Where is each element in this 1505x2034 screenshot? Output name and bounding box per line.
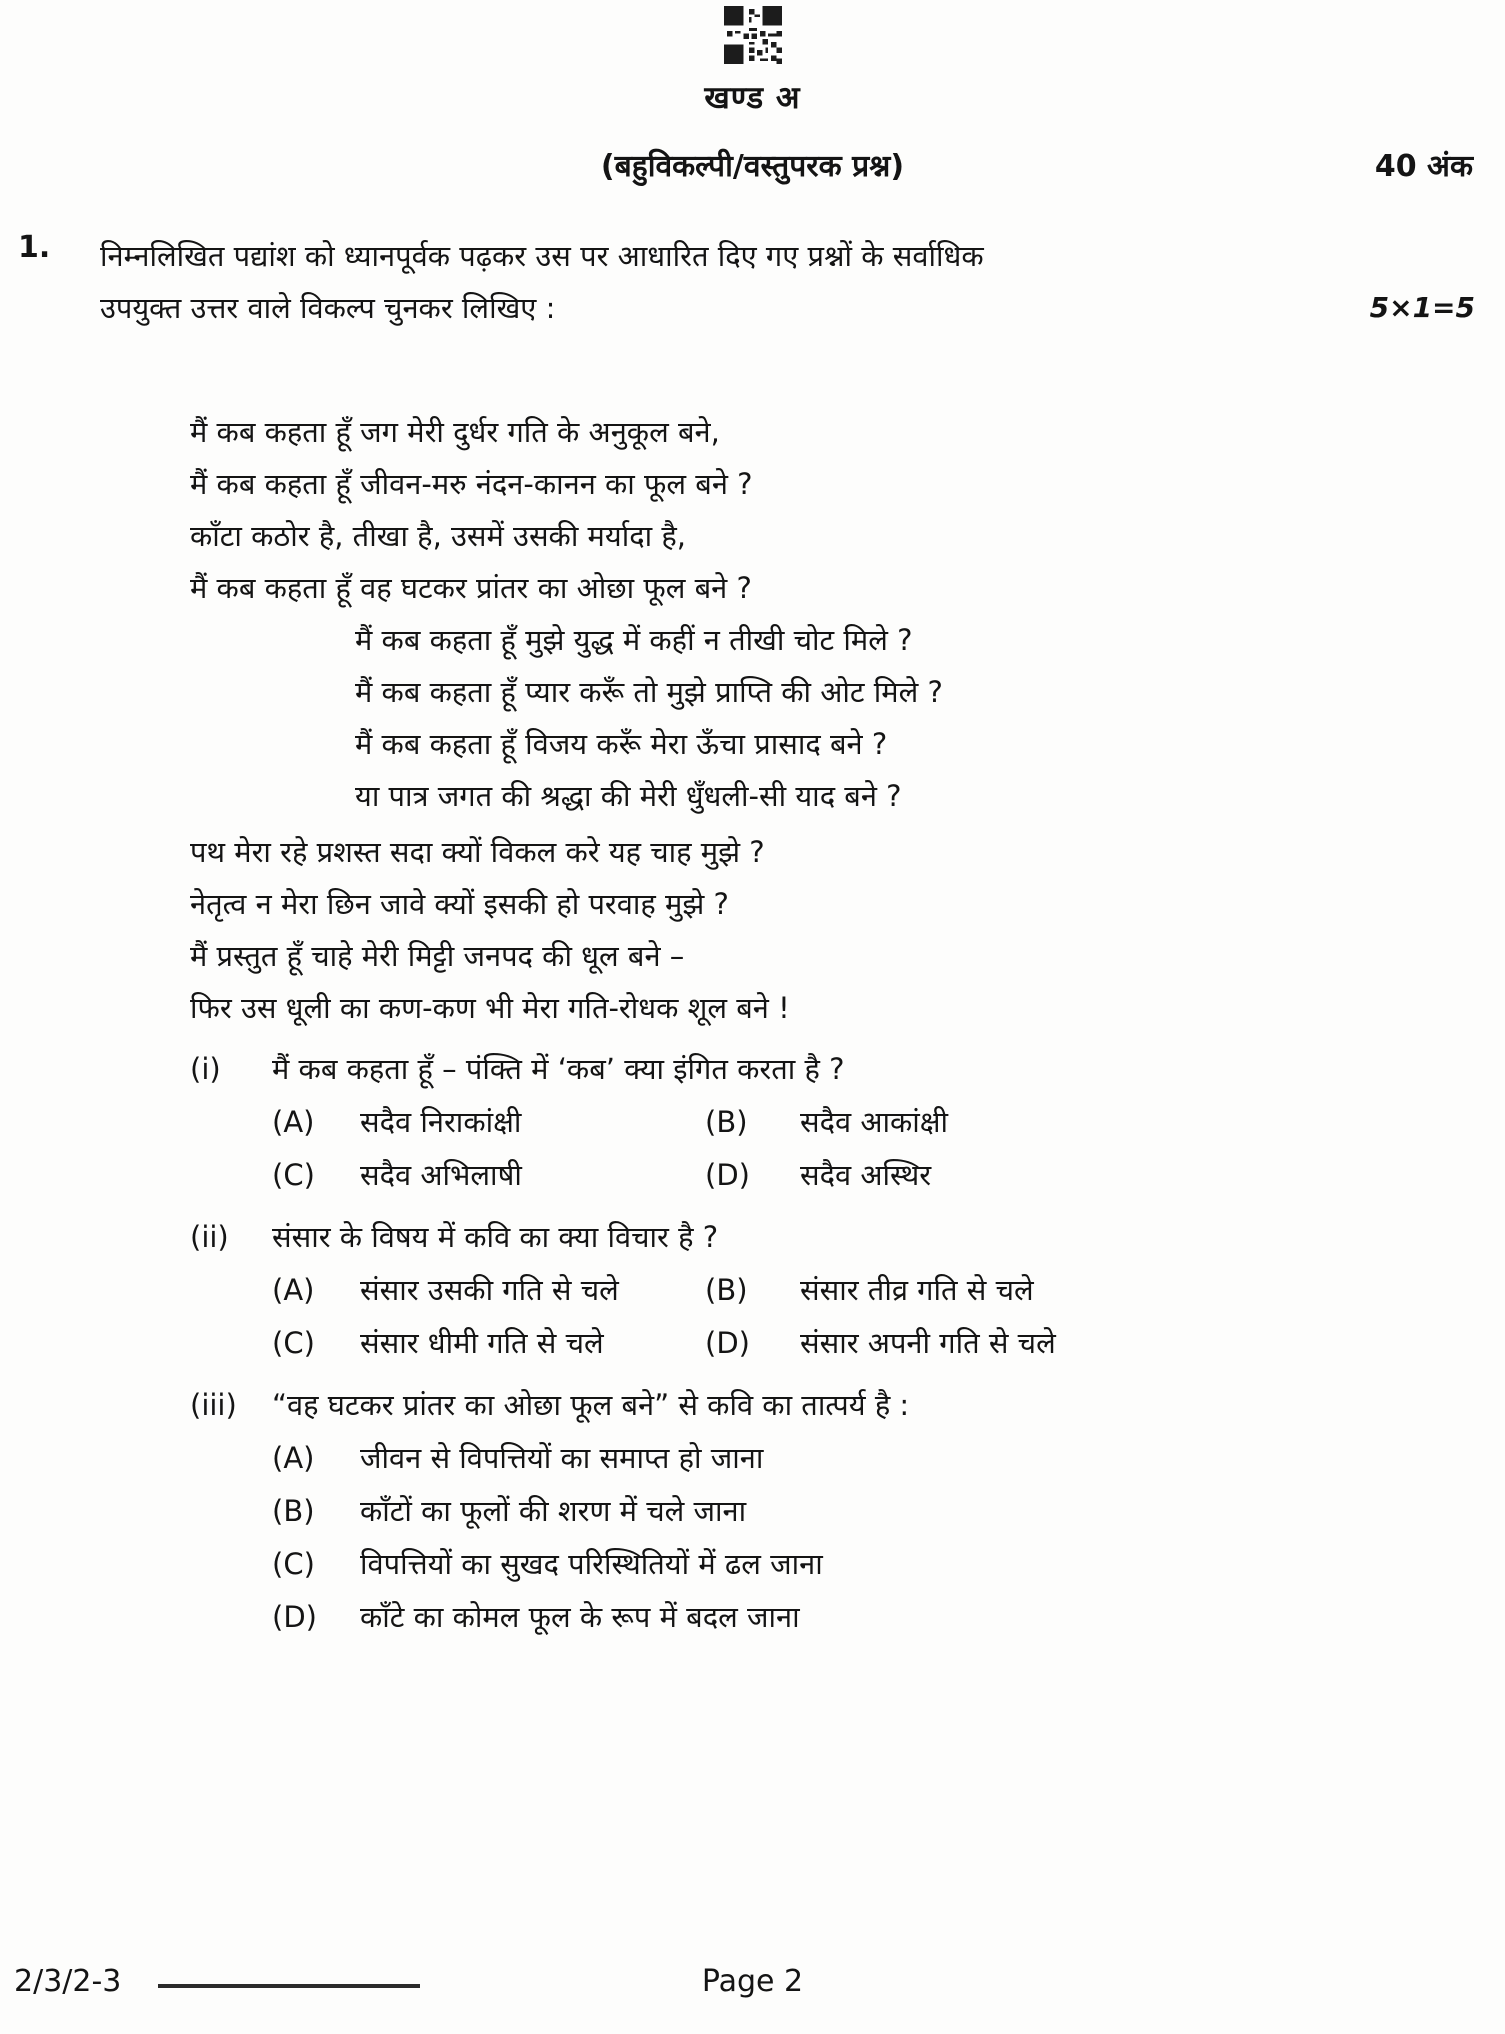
subquestion-text: मैं कब कहता हूँ – पंक्ति में ‘कब’ क्या इंगित करता है ?: [272, 1052, 845, 1086]
options-iii: [272, 1432, 1505, 1644]
subtitle-row: [0, 144, 1505, 188]
option-text: संसार अपनी गति से चले: [800, 1326, 1056, 1360]
poem-line: मैं कब कहता हूँ मुझे युद्ध में कहीं न तीखी चोट मिले ?: [355, 623, 913, 657]
question-1: [0, 230, 1505, 334]
option-key: (B): [705, 1273, 748, 1307]
subquestion-label: (i): [190, 1052, 221, 1086]
subquestion-ii: [190, 1210, 1505, 1264]
question-marks: 5×1=5: [1369, 291, 1475, 324]
total-marks: 40 अंक: [1374, 149, 1473, 184]
poem-stanza-3: [190, 826, 1505, 1034]
poem-line: मैं कब कहता हूँ जग मेरी दुर्धर गति के अनुकूल बने,: [190, 415, 720, 449]
poem-passage: [190, 406, 1505, 1034]
poem-line: फिर उस धूली का कण-कण भी मेरा गति-रोधक शूल बने !: [190, 991, 790, 1025]
option-text: सदैव अस्थिर: [800, 1158, 932, 1192]
option-text: सदैव निराकांक्षी: [360, 1105, 522, 1139]
option-text: जीवन से विपत्तियों का समाप्त हो जाना: [360, 1441, 764, 1475]
poem-line: पथ मेरा रहे प्रशस्त सदा क्यों विकल करे यह चाह मुझे ?: [190, 835, 765, 869]
subquestion-text: संसार के विषय में कवि का क्या विचार है ?: [272, 1220, 719, 1254]
option-text: संसार उसकी गति से चले: [360, 1273, 619, 1307]
instruction-line-2: उपयुक्त उत्तर वाले विकल्प चुनकर लिखिए :: [100, 291, 556, 325]
option-text: संसार धीमी गति से चले: [360, 1326, 604, 1360]
instruction-line-1: निम्नलिखित पद्यांश को ध्यानपूर्वक पढ़कर उस पर आधारित दिए गए प्रश्नों के सर्वाधिक: [100, 239, 984, 273]
option-key: (C): [272, 1326, 315, 1360]
poem-line: मैं कब कहता हूँ जीवन-मरु नंदन-कानन का फूल बने ?: [190, 467, 753, 501]
option-key: (A): [272, 1441, 315, 1475]
subquestion-iii: [190, 1378, 1505, 1432]
poem-line: काँटा कठोर है, तीखा है, उसमें उसकी मर्यादा है,: [190, 519, 686, 553]
poem-line: मैं कब कहता हूँ प्यार करूँ तो मुझे प्राप्ति की ओट मिले ?: [355, 675, 943, 709]
option-key: (B): [705, 1105, 748, 1139]
option-text: काँटों का फूलों की शरण में चले जाना: [360, 1494, 747, 1528]
options-ii: [272, 1264, 1505, 1370]
option-key: (C): [272, 1547, 315, 1581]
poem-stanza-1: [190, 406, 1505, 614]
option-text: सदैव आकांक्षी: [800, 1105, 949, 1139]
subquestion-label: (ii): [190, 1220, 229, 1254]
poem-line: नेतृत्व न मेरा छिन जावे क्यों इसकी हो परवाह मुझे ?: [190, 887, 729, 921]
page-number: Page 2: [701, 1964, 804, 1999]
subquestion-text: “वह घटकर प्रांतर का ओछा फूल बने” से कवि का तात्पर्य है :: [272, 1388, 910, 1422]
section-subtitle: (बहुविकल्पी/वस्तुपरक प्रश्न): [600, 149, 905, 184]
qr-code-icon: [724, 6, 782, 64]
poem-line: मैं प्रस्तुत हूँ चाहे मेरी मिट्टी जनपद की धूल बने –: [190, 939, 685, 973]
option-key: (D): [705, 1326, 750, 1360]
poem-line: मैं कब कहता हूँ वह घटकर प्रांतर का ओछा फूल बने ?: [190, 571, 752, 605]
qr-code: [724, 6, 782, 64]
option-text: सदैव अभिलाषी: [360, 1158, 522, 1192]
poem-line: मैं कब कहता हूँ विजय करूँ मेरा ऊँचा प्रासाद बने ?: [355, 727, 888, 761]
poem-stanza-2: [355, 614, 1505, 822]
option-key: (B): [272, 1494, 315, 1528]
option-key: (D): [705, 1158, 750, 1192]
paper-code: 2/3/2-3: [14, 1964, 122, 1999]
subquestion-i: [190, 1042, 1505, 1096]
option-text: काँटे का कोमल फूल के रूप में बदल जाना: [360, 1600, 800, 1634]
option-key: (D): [272, 1600, 317, 1634]
option-key: (C): [272, 1158, 315, 1192]
question-instruction: [100, 230, 1475, 334]
option-text: संसार तीव्र गति से चले: [800, 1273, 1034, 1307]
question-number: 1.: [18, 230, 51, 265]
option-key: (A): [272, 1273, 315, 1307]
section-heading: खण्ड अ: [704, 80, 801, 116]
poem-line: या पात्र जगत की श्रद्धा की मेरी धुँधली-सी याद बने ?: [355, 779, 902, 813]
option-key: (A): [272, 1105, 315, 1139]
page-footer: [0, 1964, 1505, 2008]
option-text: विपत्तियों का सुखद परिस्थितियों में ढल जाना: [360, 1547, 823, 1581]
options-i: [272, 1096, 1505, 1202]
subquestion-label: (iii): [190, 1388, 237, 1422]
